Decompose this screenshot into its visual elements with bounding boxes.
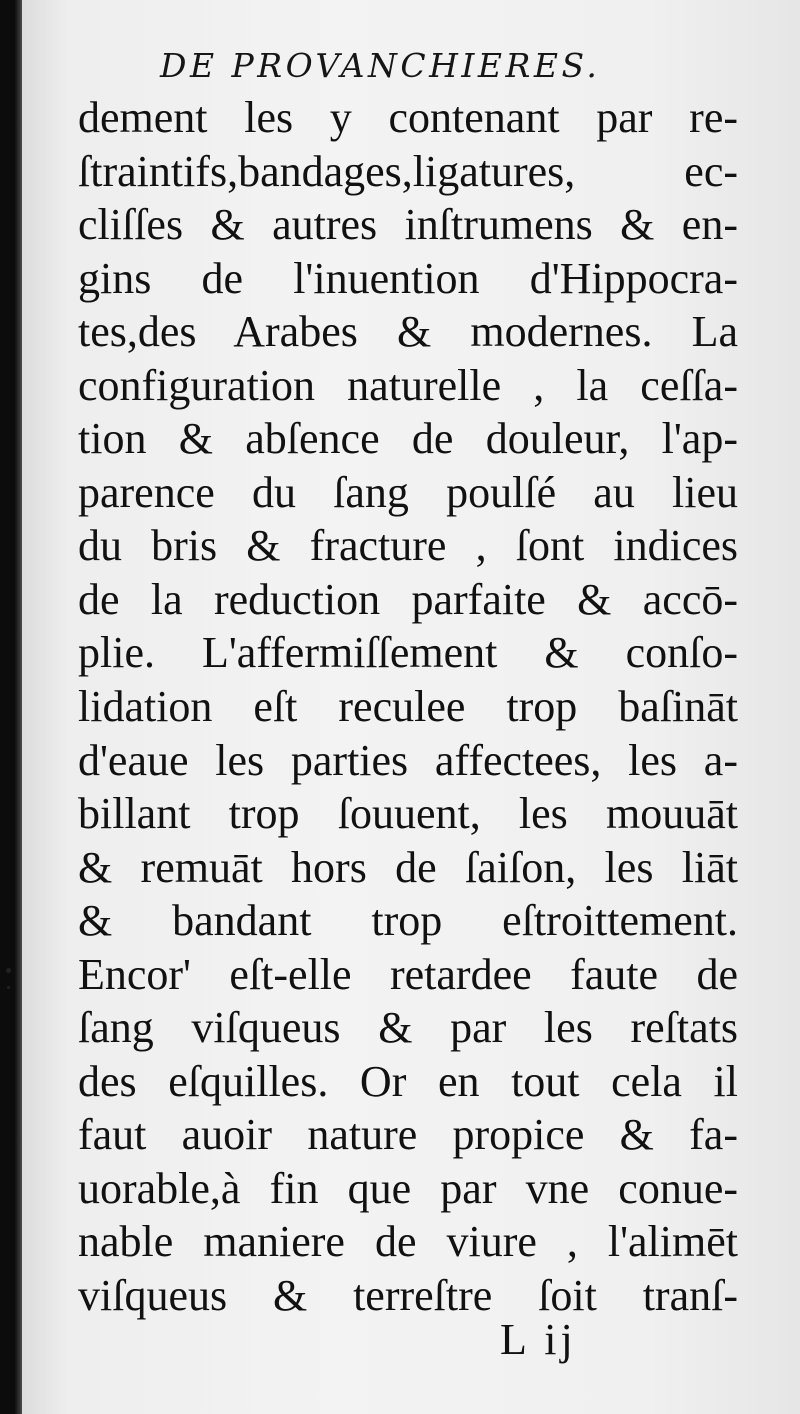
text-line: de la reduction parfaite & accō-	[78, 574, 738, 624]
text-line: du bris & fracture , ſont indices	[78, 521, 738, 571]
text-line: viſqueus & terreſtre ſoit tranſ-	[78, 1271, 738, 1321]
text-line: billant trop ſouuent, les mouuāt	[78, 789, 738, 839]
text-line: tes,des Arabes & modernes. La	[78, 307, 738, 357]
text-line: Encor' eſt-elle retardee faute de	[78, 949, 738, 999]
text-line: ſang viſqueus & par les reſtats	[78, 1003, 738, 1053]
text-line: cliſſes & autres inſtrumens & en-	[78, 200, 738, 250]
text-line: configuration naturelle , la ceſſa-	[78, 360, 738, 410]
text-line: des eſquilles. Or en tout cela il	[78, 1056, 738, 1106]
body-text-block	[78, 91, 738, 1323]
text-line: ſtraintifs,bandages,ligatures, ec-	[78, 146, 738, 196]
text-line: gins de l'inuention d'Hippocra-	[78, 253, 738, 303]
text-line: d'eaue les parties affectees, les a-	[78, 735, 738, 785]
text-line: dement les y contenant par re-	[78, 93, 738, 142]
text-line: uorable,à fin que par vne conue-	[78, 1163, 738, 1213]
text-line: tion & abſence de douleur, l'ap-	[78, 414, 738, 464]
text-line: & remuāt hors de ſaiſon, les liāt	[78, 842, 738, 892]
text-line: & bandant trop eſtroittement.	[78, 896, 738, 946]
text-line: parence du ſang poulſé au lieu	[78, 467, 738, 517]
text-line: nable maniere de viure , l'alimēt	[78, 1217, 738, 1267]
signature-mark: L ij	[500, 1315, 577, 1364]
text-line: faut auoir nature propice & fa-	[78, 1110, 738, 1160]
text-line: plie. L'affermiſſement & conſo-	[78, 628, 738, 678]
ink-speck	[7, 986, 10, 989]
text-line: lidation eſt reculee trop baſināt	[78, 682, 738, 732]
ink-speck	[6, 968, 11, 973]
running-head: DE PROVANCHIERES.	[160, 46, 601, 85]
